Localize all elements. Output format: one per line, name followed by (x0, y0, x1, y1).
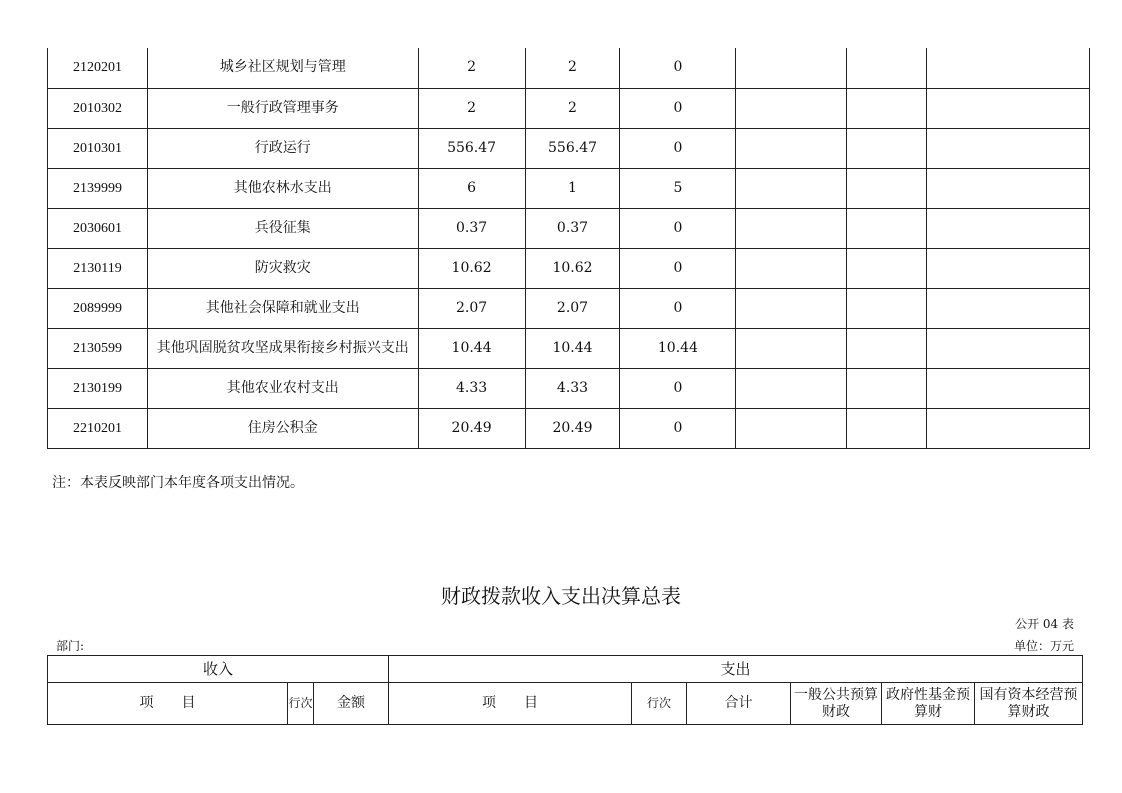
row-value-project: 0 (620, 48, 736, 88)
table-row (48, 288, 1090, 328)
row-empty-cell (847, 88, 927, 128)
row-empty-cell (927, 408, 1090, 448)
row-value-project: 0 (620, 408, 736, 448)
summary-table (47, 655, 1083, 725)
row-value-total: 2 (418, 48, 525, 88)
income-row-no-header: 行次 (288, 683, 314, 725)
expense-item-header: 项 目 (389, 683, 632, 725)
table-note: 注：本表反映部门本年度各项支出情况。 (52, 475, 304, 491)
row-value-project: 0 (620, 248, 736, 288)
expense-fund-budget-header: 政府性基金预算财 (882, 683, 975, 725)
row-code: 2120201 (48, 48, 148, 88)
expenditure-table (47, 48, 1090, 449)
row-empty-cell (847, 248, 927, 288)
row-code: 2130119 (48, 248, 148, 288)
row-empty-cell (847, 48, 927, 88)
row-code: 2089999 (48, 288, 148, 328)
row-value-project: 0 (620, 288, 736, 328)
row-name: 行政运行 (147, 128, 418, 168)
row-name: 其他农林水支出 (147, 168, 418, 208)
row-empty-cell (736, 208, 847, 248)
row-empty-cell (736, 408, 847, 448)
table-row (48, 208, 1090, 248)
row-code: 2130599 (48, 328, 148, 368)
row-value-project: 0 (620, 208, 736, 248)
row-value-basic: 2.07 (525, 288, 620, 328)
table-row (48, 168, 1090, 208)
row-value-basic: 2 (525, 88, 620, 128)
row-empty-cell (927, 248, 1090, 288)
expense-row-no-header: 行次 (632, 683, 687, 725)
row-value-basic: 10.62 (525, 248, 620, 288)
row-name: 其他巩固脱贫攻坚成果衔接乡村振兴支出 (147, 328, 418, 368)
row-empty-cell (847, 408, 927, 448)
row-empty-cell (847, 288, 927, 328)
table-row (48, 328, 1090, 368)
row-empty-cell (736, 368, 847, 408)
row-value-project: 0 (620, 88, 736, 128)
row-empty-cell (736, 328, 847, 368)
row-empty-cell (736, 128, 847, 168)
row-empty-cell (736, 248, 847, 288)
row-empty-cell (736, 88, 847, 128)
table-row (48, 48, 1090, 88)
table-row (48, 408, 1090, 448)
row-empty-cell (736, 48, 847, 88)
expense-total-header: 合计 (687, 683, 791, 725)
row-value-basic: 10.44 (525, 328, 620, 368)
row-value-basic: 2 (525, 48, 620, 88)
row-empty-cell (736, 288, 847, 328)
row-value-basic: 4.33 (525, 368, 620, 408)
row-empty-cell (927, 328, 1090, 368)
row-empty-cell (927, 168, 1090, 208)
expense-header: 支出 (389, 656, 1083, 683)
row-empty-cell (927, 128, 1090, 168)
row-value-total: 0.37 (418, 208, 525, 248)
row-empty-cell (927, 88, 1090, 128)
row-name: 兵役征集 (147, 208, 418, 248)
row-empty-cell (927, 368, 1090, 408)
row-value-total: 6 (418, 168, 525, 208)
row-name: 城乡社区规划与管理 (147, 48, 418, 88)
table-row (48, 128, 1090, 168)
row-value-total: 10.62 (418, 248, 525, 288)
income-header: 收入 (48, 656, 389, 683)
row-name: 其他社会保障和就业支出 (147, 288, 418, 328)
expense-state-capital-header: 国有资本经营预算财政 (975, 683, 1083, 725)
row-code: 2010301 (48, 128, 148, 168)
row-empty-cell (847, 168, 927, 208)
row-empty-cell (847, 208, 927, 248)
row-value-total: 4.33 (418, 368, 525, 408)
row-value-basic: 20.49 (525, 408, 620, 448)
row-code: 2139999 (48, 168, 148, 208)
table-row (48, 88, 1090, 128)
row-value-total: 10.44 (418, 328, 525, 368)
row-value-basic: 556.47 (525, 128, 620, 168)
summary-title: 财政拨款收入支出决算总表 (441, 584, 681, 608)
row-empty-cell (847, 328, 927, 368)
row-value-project: 0 (620, 128, 736, 168)
unit-label: 单位：万元 (1013, 639, 1074, 653)
row-name: 住房公积金 (147, 408, 418, 448)
row-empty-cell (736, 168, 847, 208)
table-row (48, 368, 1090, 408)
row-code: 2010302 (48, 88, 148, 128)
form-number: 公开 04 表 (1015, 617, 1074, 631)
row-empty-cell (847, 128, 927, 168)
row-value-total: 2 (418, 88, 525, 128)
row-empty-cell (927, 208, 1090, 248)
row-code: 2130199 (48, 368, 148, 408)
row-empty-cell (847, 368, 927, 408)
row-value-project: 5 (620, 168, 736, 208)
department-label: 部门: (56, 639, 85, 653)
table-row (48, 248, 1090, 288)
expense-general-budget-header: 一般公共预算财政 (791, 683, 882, 725)
income-item-header: 项 目 (48, 683, 288, 725)
row-code: 2030601 (48, 208, 148, 248)
row-value-project: 10.44 (620, 328, 736, 368)
row-empty-cell (927, 48, 1090, 88)
row-name: 一般行政管理事务 (147, 88, 418, 128)
row-empty-cell (927, 288, 1090, 328)
row-code: 2210201 (48, 408, 148, 448)
row-value-basic: 1 (525, 168, 620, 208)
row-value-total: 20.49 (418, 408, 525, 448)
row-value-project: 0 (620, 368, 736, 408)
row-name: 防灾救灾 (147, 248, 418, 288)
row-value-basic: 0.37 (525, 208, 620, 248)
row-value-total: 2.07 (418, 288, 525, 328)
row-value-total: 556.47 (418, 128, 525, 168)
row-name: 其他农业农村支出 (147, 368, 418, 408)
income-amount-header: 金额 (314, 683, 389, 725)
